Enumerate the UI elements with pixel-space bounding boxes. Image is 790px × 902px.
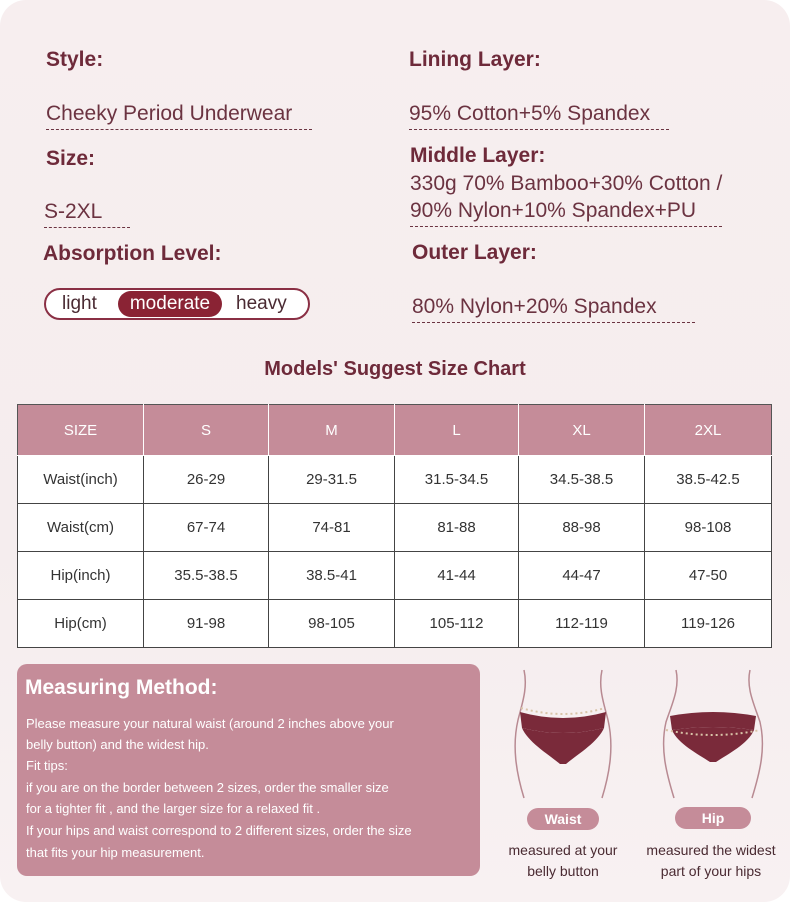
header-2xl: 2XL [645,405,772,456]
absorption-label: Absorption Level: [43,242,222,265]
table-row [18,504,772,552]
table-cell: 26-29 [144,456,269,504]
table-cell: 105-112 [395,600,519,648]
hip-measurement-illustration [656,668,770,800]
waist-caption-line1: measured at your [508,842,618,858]
table-row [18,552,772,600]
table-cell: 98-108 [645,504,772,552]
middle-layer-label: Middle Layer: [410,144,546,167]
outer-layer-value: 80% Nylon+20% Spandex [412,294,695,323]
table-cell: 81-88 [395,504,519,552]
measuring-method-title: Measuring Method: [25,676,218,699]
middle-layer-value-line2: 90% Nylon+10% Spandex+PU [410,198,722,227]
table-cell: 67-74 [144,504,269,552]
table-cell: 98-105 [269,600,395,648]
table-cell: 74-81 [269,504,395,552]
table-cell: 44-47 [519,552,645,600]
table-cell: 31.5-34.5 [395,456,519,504]
measuring-text-line: If your hips and waist correspond to 2 different sizes, order the size [26,823,412,838]
style-value: Cheeky Period Underwear [46,101,312,130]
size-label: Size: [46,147,96,170]
size-chart-title: Models' Suggest Size Chart [264,358,526,380]
measuring-text-line: that fits your hip measurement. [26,845,205,860]
row-label: Hip(cm) [18,600,144,648]
hip-caption-line2: part of your hips [660,863,762,879]
measuring-text-line: belly button) and the widest hip. [26,737,209,752]
header-l: L [395,405,519,456]
table-cell: 91-98 [144,600,269,648]
table-cell: 34.5-38.5 [519,456,645,504]
hip-label-pill: Hip [675,807,751,829]
measuring-text-line: Please measure your natural waist (around 2 inches above your [26,716,394,731]
table-cell: 119-126 [645,600,772,648]
measuring-text-line: Fit tips: [26,758,68,773]
waist-label-pill: Waist [527,808,599,830]
measuring-method-panel [17,664,480,876]
table-row [18,600,772,648]
measuring-text-line: for a tighter fit , and the larger size for a relaxed fit . [26,801,321,816]
row-label: Waist(cm) [18,504,144,552]
table-cell: 112-119 [519,600,645,648]
absorption-level-selector [44,288,310,320]
absorption-option-moderate: moderate [118,291,222,317]
absorption-option-heavy: heavy [236,293,287,314]
table-cell: 38.5-41 [269,552,395,600]
lining-layer-value: 95% Cotton+5% Spandex [409,101,669,130]
table-cell: 47-50 [645,552,772,600]
row-label: Hip(inch) [18,552,144,600]
middle-layer-value-line1: 330g 70% Bamboo+30% Cotton / [410,172,723,195]
style-label: Style: [46,48,104,71]
size-chart-table [17,404,772,648]
hip-caption-line1: measured the widest [646,842,776,858]
table-row [18,456,772,504]
table-cell: 29-31.5 [269,456,395,504]
absorption-option-light: light [62,293,97,314]
table-cell: 38.5-42.5 [645,456,772,504]
size-chart-header-row [18,405,772,456]
table-cell: 88-98 [519,504,645,552]
header-m: M [269,405,395,456]
waist-measurement-illustration [506,668,620,800]
row-label: Waist(inch) [18,456,144,504]
lining-layer-label: Lining Layer: [409,48,541,71]
outer-layer-label: Outer Layer: [412,241,537,264]
size-value: S-2XL [44,199,130,228]
waist-caption-line2: belly button [527,863,599,879]
measuring-text-line: if you are on the border between 2 sizes, order the smaller size [26,780,389,795]
table-cell: 41-44 [395,552,519,600]
header-size: SIZE [18,405,144,456]
header-s: S [144,405,269,456]
header-xl: XL [519,405,645,456]
table-cell: 35.5-38.5 [144,552,269,600]
